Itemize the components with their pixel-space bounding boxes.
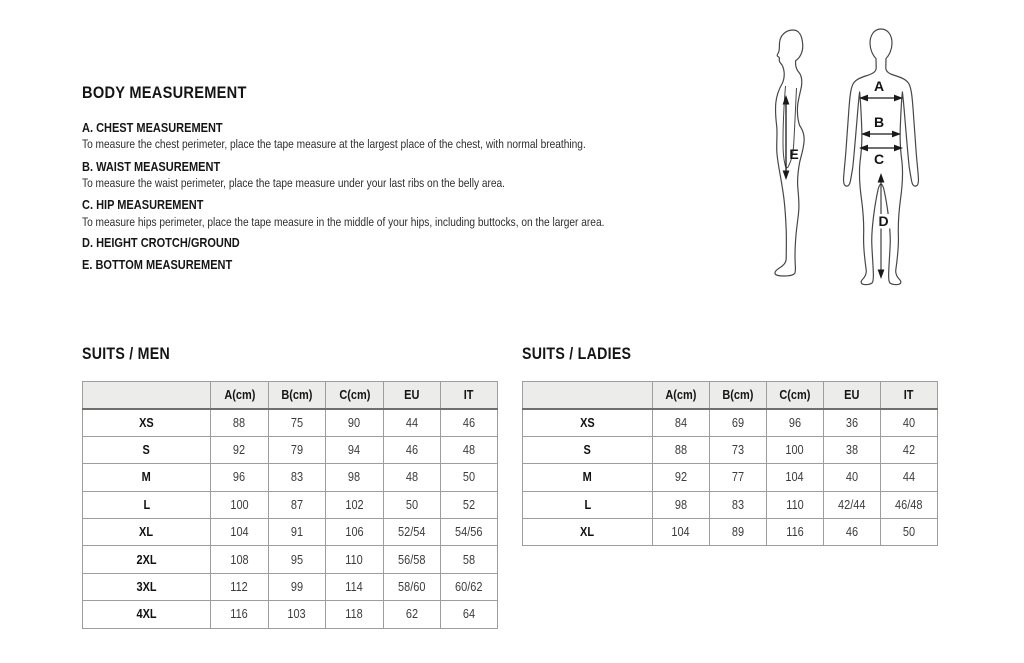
cell-value: 62 [384, 601, 441, 628]
cell-value: 46 [824, 518, 881, 545]
cell-value: 98 [326, 464, 384, 491]
cell-value: 58 [441, 546, 498, 573]
men-table-title: SUITS / MEN [82, 345, 170, 363]
header-row [83, 382, 498, 409]
cell-value: 40 [824, 464, 881, 491]
size-label: XS [83, 409, 211, 436]
section-description-waist: To measure the waist perimeter, place the tape measure under your last ribs on the belly area. [82, 176, 506, 190]
cell-value: 92 [653, 464, 710, 491]
cell-value: 42/44 [824, 491, 881, 518]
table-row [523, 436, 938, 463]
section-heading-chest: A. CHEST MEASUREMENT [82, 120, 223, 135]
section-heading-height-crotch-ground: D. HEIGHT CROTCH/GROUND [82, 235, 240, 250]
size-label: 2XL [83, 546, 211, 573]
cell-value: 102 [326, 491, 384, 518]
cell-value: 48 [384, 464, 441, 491]
page-title: BODY MEASUREMENT [82, 83, 247, 102]
table-row [523, 464, 938, 491]
cell-value: 36 [824, 409, 881, 436]
cell-value: 104 [211, 518, 269, 545]
cell-value: 116 [767, 518, 824, 545]
cell-value: 110 [326, 546, 384, 573]
table-row [83, 601, 498, 628]
section-heading-waist: B. WAIST MEASUREMENT [82, 159, 221, 174]
cell-value: 104 [767, 464, 824, 491]
cell-value: 50 [881, 518, 938, 545]
table-row [83, 409, 498, 436]
front-view-figure-illustration [836, 28, 926, 288]
cell-value: 46 [441, 409, 498, 436]
section-heading-hip: C. HIP MEASUREMENT [82, 197, 204, 212]
size-label: XL [523, 518, 653, 545]
column-header: IT [881, 382, 938, 409]
cell-value: 46/48 [881, 491, 938, 518]
cell-value: 50 [441, 464, 498, 491]
table-row [523, 409, 938, 436]
section-description-hip: To measure hips perimeter, place the tape measure in the middle of your hips, including buttocks, on the larger area. [82, 215, 605, 229]
column-header: B(cm) [269, 382, 326, 409]
cell-value: 88 [653, 436, 710, 463]
cell-value: 52 [441, 491, 498, 518]
size-label: XS [523, 409, 653, 436]
column-header: EU [824, 382, 881, 409]
ladies-table-title: SUITS / LADIES [522, 345, 632, 363]
cell-value: 44 [384, 409, 441, 436]
column-header: IT [441, 382, 498, 409]
column-header: A(cm) [653, 382, 710, 409]
cell-value: 42 [881, 436, 938, 463]
cell-value: 83 [269, 464, 326, 491]
cell-value: 58/60 [384, 573, 441, 600]
bottom-measurement-label: E [789, 146, 799, 162]
table-row [83, 573, 498, 600]
cell-value: 84 [653, 409, 710, 436]
cell-value: 90 [326, 409, 384, 436]
cell-value: 92 [211, 436, 269, 463]
table-row [83, 436, 498, 463]
table-row [83, 546, 498, 573]
cell-value: 110 [767, 491, 824, 518]
table-row [83, 518, 498, 545]
column-header: B(cm) [710, 382, 767, 409]
cell-value: 64 [441, 601, 498, 628]
cell-value: 100 [211, 491, 269, 518]
cell-value: 118 [326, 601, 384, 628]
cell-value: 99 [269, 573, 326, 600]
column-header: C(cm) [326, 382, 384, 409]
column-header: A(cm) [211, 382, 269, 409]
cell-value: 50 [384, 491, 441, 518]
hip-measurement-label: C [873, 151, 885, 167]
size-label: S [83, 436, 211, 463]
size-label: XL [83, 518, 211, 545]
size-column-header [523, 382, 653, 409]
cell-value: 69 [710, 409, 767, 436]
chest-measurement-label: A [873, 78, 885, 94]
size-label: M [523, 464, 653, 491]
men-size-table [82, 381, 498, 629]
cell-value: 38 [824, 436, 881, 463]
cell-value: 77 [710, 464, 767, 491]
cell-value: 52/54 [384, 518, 441, 545]
cell-value: 91 [269, 518, 326, 545]
cell-value: 103 [269, 601, 326, 628]
size-label: S [523, 436, 653, 463]
cell-value: 87 [269, 491, 326, 518]
side-view-figure-illustration [748, 28, 830, 288]
cell-value: 48 [441, 436, 498, 463]
cell-value: 98 [653, 491, 710, 518]
size-label: 3XL [83, 573, 211, 600]
table-row [523, 518, 938, 545]
cell-value: 114 [326, 573, 384, 600]
table-row [83, 464, 498, 491]
table-row [83, 491, 498, 518]
cell-value: 116 [211, 601, 269, 628]
cell-value: 89 [710, 518, 767, 545]
cell-value: 108 [211, 546, 269, 573]
cell-value: 88 [211, 409, 269, 436]
size-label: M [83, 464, 211, 491]
cell-value: 104 [653, 518, 710, 545]
section-description-chest: To measure the chest perimeter, place the tape measure at the largest place of the chest, with normal breathing. [82, 137, 586, 151]
size-label: 4XL [83, 601, 211, 628]
cell-value: 56/58 [384, 546, 441, 573]
table-row [523, 491, 938, 518]
cell-value: 75 [269, 409, 326, 436]
size-column-header [83, 382, 211, 409]
cell-value: 60/62 [441, 573, 498, 600]
cell-value: 83 [710, 491, 767, 518]
height-crotch-ground-label: D [878, 213, 889, 229]
ladies-size-table [522, 381, 938, 546]
size-label: L [83, 491, 211, 518]
cell-value: 46 [384, 436, 441, 463]
cell-value: 106 [326, 518, 384, 545]
cell-value: 44 [881, 464, 938, 491]
cell-value: 40 [881, 409, 938, 436]
column-header: EU [384, 382, 441, 409]
header-row [523, 382, 938, 409]
cell-value: 79 [269, 436, 326, 463]
cell-value: 94 [326, 436, 384, 463]
cell-value: 100 [767, 436, 824, 463]
column-header: C(cm) [767, 382, 824, 409]
cell-value: 96 [211, 464, 269, 491]
cell-value: 95 [269, 546, 326, 573]
cell-value: 73 [710, 436, 767, 463]
section-heading-bottom: E. BOTTOM MEASUREMENT [82, 257, 233, 272]
cell-value: 112 [211, 573, 269, 600]
size-label: L [523, 491, 653, 518]
cell-value: 96 [767, 409, 824, 436]
cell-value: 54/56 [441, 518, 498, 545]
waist-measurement-label: B [873, 114, 885, 130]
